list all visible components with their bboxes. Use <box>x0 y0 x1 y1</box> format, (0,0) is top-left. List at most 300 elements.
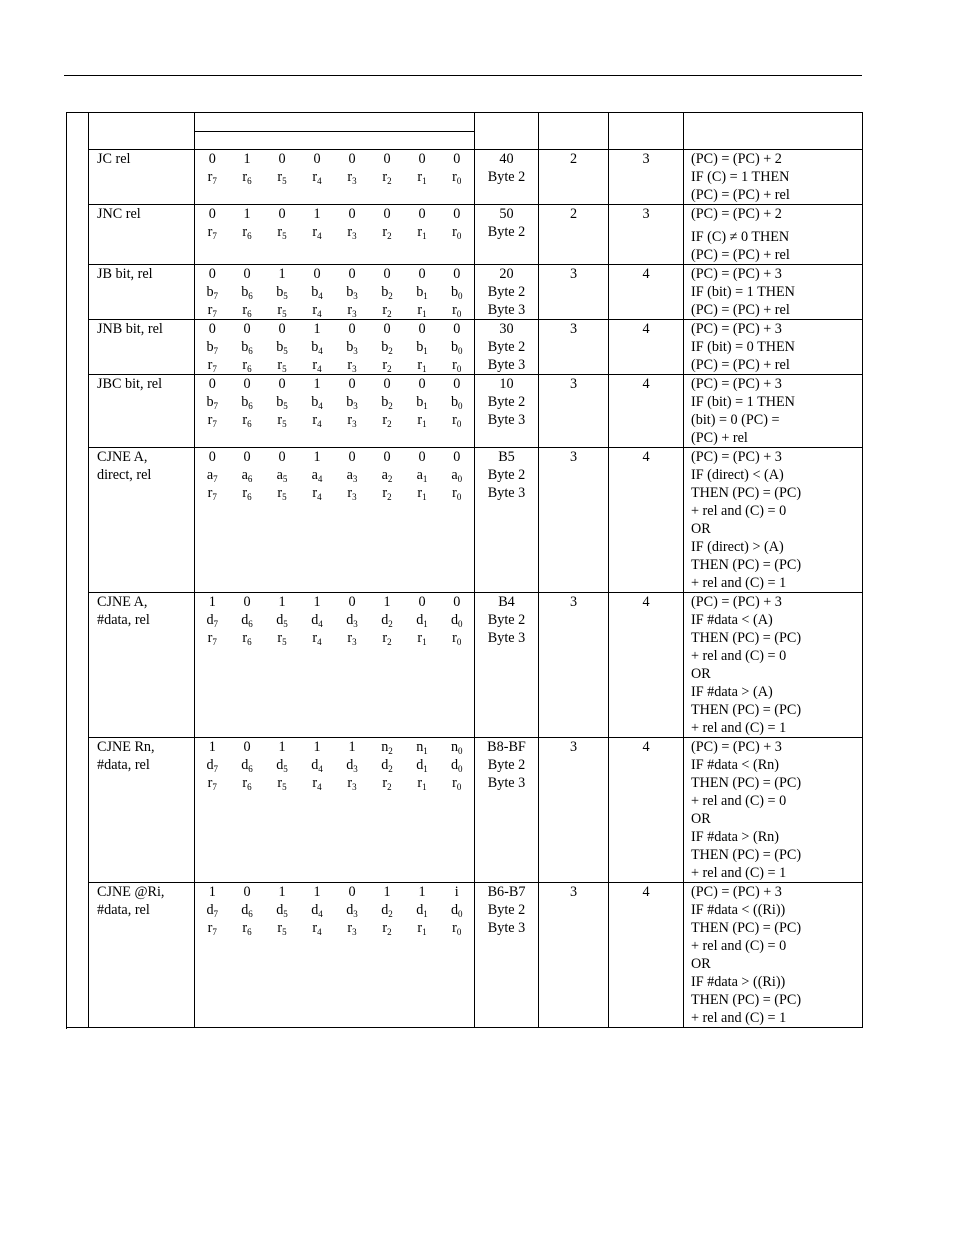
opcode-bit: $r_0$ <box>452 630 462 647</box>
bit-index-subscript: 3 <box>352 309 357 319</box>
operation-line: THEN (PC) = (PC) <box>691 557 802 573</box>
operation-line: OR <box>691 521 711 537</box>
operation-line: (PC) = (PC) + 2 <box>691 206 782 222</box>
opcode-bit: $r_7$ <box>207 920 217 937</box>
operation-line: THEN (PC) = (PC) <box>691 992 802 1008</box>
opcode-bit-cell <box>440 883 475 1028</box>
bit-index-subscript: 1 <box>422 309 427 319</box>
opcode-bit: $r_5$ <box>277 412 287 429</box>
opcode-bit: $r_5$ <box>277 630 287 647</box>
bit-index-subscript: 1 <box>423 764 428 774</box>
opcode-bit: $d_7$ <box>206 902 219 919</box>
mnemonic-line: JB bit, rel <box>97 266 153 282</box>
header-row <box>67 113 863 150</box>
operation-line: (bit) = 0 (PC) = <box>691 412 780 428</box>
bit-index-subscript: 6 <box>248 909 253 919</box>
operation-line: (PC) = (PC) + 3 <box>691 266 782 282</box>
opcode-bit: $r_7$ <box>207 630 217 647</box>
bit-index-subscript: 3 <box>352 364 357 374</box>
bit-index-subscript: 1 <box>422 492 427 502</box>
opcode-bit: $r_2$ <box>382 630 392 647</box>
instruction-table-body <box>67 113 863 1028</box>
opcode-bit: 0 <box>418 594 426 610</box>
opcode-bit: 0 <box>453 376 461 392</box>
operation-line: + rel and (C) = 1 <box>691 720 787 736</box>
mnemonic-line: direct, rel <box>97 467 152 483</box>
bit-index-subscript: 0 <box>458 291 463 301</box>
opcode-bit: 0 <box>278 321 286 337</box>
bit-index-subscript: 4 <box>318 619 323 629</box>
opcode-bit-cell <box>440 448 475 593</box>
operation-line: (PC) = (PC) + 3 <box>691 594 782 610</box>
mnemonic-cell <box>89 593 195 738</box>
operation-line: IF #data > ((Ri)) <box>691 974 786 990</box>
bit-index-subscript: 4 <box>318 909 323 919</box>
opcode-bit: $b_4$ <box>311 339 323 356</box>
opcode-bit: $b_7$ <box>206 339 219 356</box>
opcode-bit: $r_1$ <box>417 224 427 241</box>
hex-code-line: Byte 3 <box>487 412 526 428</box>
opcode-bit: $r_0$ <box>452 412 462 429</box>
bit-index-subscript: 6 <box>248 346 253 356</box>
opcode-bit: $b_3$ <box>346 284 358 301</box>
header-cycles-cell <box>609 113 684 150</box>
operation-line: IF #data < ((Ri)) <box>691 902 786 918</box>
operation-line: IF #data < (Rn) <box>691 757 779 773</box>
opcode-bit: $a_7$ <box>206 467 218 484</box>
opcode-bit: $r_7$ <box>207 302 217 319</box>
opcode-bit-cell <box>405 883 440 1028</box>
bit-index-subscript: 3 <box>353 291 358 301</box>
opcode-bit: $d_4$ <box>311 757 323 774</box>
bit-index-subscript: 3 <box>352 927 357 937</box>
bit-index-subscript: 3 <box>353 764 358 774</box>
header-mnemonic-cell <box>89 113 195 150</box>
hex-code-line: B8-BF <box>487 739 526 755</box>
cycles-value: 3 <box>642 206 650 222</box>
opcode-bit-cell <box>265 593 300 738</box>
bit-index-subscript: 1 <box>422 176 427 186</box>
opcode-bit-cell <box>440 205 475 265</box>
operation-line: IF #data > (A) <box>691 684 773 700</box>
operation-cell <box>684 320 863 375</box>
page-header-rule <box>64 75 862 76</box>
bit-index-subscript: 0 <box>458 346 463 356</box>
bit-index-subscript: 1 <box>423 619 428 629</box>
opcode-bit: 0 <box>208 151 216 167</box>
opcode-bit-cell <box>230 375 265 448</box>
opcode-bit: 0 <box>348 884 356 900</box>
opcode-bit: $r_2$ <box>382 920 392 937</box>
hex-code-line: B6-B7 <box>487 884 526 900</box>
mnemonic-line: #data, rel <box>97 612 150 628</box>
bit-index-subscript: 6 <box>247 492 252 502</box>
cycles-value: 3 <box>642 151 650 167</box>
operation-line: OR <box>691 666 711 682</box>
opcode-bit: 1 <box>383 884 391 900</box>
opcode-bit: $a_0$ <box>451 467 463 484</box>
bit-index-subscript: 4 <box>317 309 322 319</box>
opcode-bit: $r_5$ <box>277 775 287 792</box>
mnemonic-cell <box>89 265 195 320</box>
operation-line: (PC) = (PC) + 3 <box>691 884 782 900</box>
bit-index-subscript: 4 <box>317 474 323 484</box>
opcode-bit: 1 <box>313 884 321 900</box>
hex-code-line: Byte 3 <box>487 630 526 646</box>
opcode-bit: $b_2$ <box>381 394 393 411</box>
hex-code-line: 10 <box>499 376 514 392</box>
bit-index-subscript: 4 <box>317 364 322 374</box>
bit-index-subscript: 2 <box>387 309 392 319</box>
mnemonic-line: CJNE Rn, <box>97 739 155 755</box>
cycles-cell <box>609 205 684 265</box>
hex-code-line: Byte 3 <box>487 920 526 936</box>
opcode-bit: 0 <box>383 266 391 282</box>
bit-index-subscript: 4 <box>318 764 323 774</box>
opcode-bit: $b_5$ <box>276 284 288 301</box>
cycles-value: 4 <box>642 376 650 392</box>
cycles-cell <box>609 448 684 593</box>
opcode-bit: 0 <box>208 376 216 392</box>
opcode-bit-cell <box>440 738 475 883</box>
opcode-bit: $r_7$ <box>207 169 217 186</box>
bit-index-subscript: 5 <box>282 419 287 429</box>
opcode-bit: 0 <box>418 266 426 282</box>
bit-index-subscript: 2 <box>387 419 392 429</box>
opcode-bit: $d_5$ <box>276 757 288 774</box>
bit-index-subscript: 6 <box>248 619 253 629</box>
operation-line: IF (direct) < (A) <box>691 467 784 483</box>
opcode-bit-cell <box>405 265 440 320</box>
bit-index-subscript: 3 <box>352 419 357 429</box>
bit-index-subscript: 4 <box>317 637 322 647</box>
opcode-bit: $b_6$ <box>241 284 253 301</box>
hex-code-line: Byte 3 <box>487 357 526 373</box>
opcode-bit: $r_7$ <box>207 357 217 374</box>
opcode-bit-cell <box>265 265 300 320</box>
opcode-bit: 0 <box>383 151 391 167</box>
bit-index-subscript: 2 <box>387 474 393 484</box>
opcode-bit: 0 <box>208 266 216 282</box>
opcode-bit-cell <box>300 375 335 448</box>
operation-line: THEN (PC) = (PC) <box>691 847 802 863</box>
hex-code-line: 40 <box>499 151 514 167</box>
opcode-bit: $r_4$ <box>312 485 322 502</box>
hex-code-cell <box>475 375 539 448</box>
operation-line: OR <box>691 956 711 972</box>
operation-line: (PC) + rel <box>691 430 748 446</box>
opcode-bit: $r_4$ <box>312 775 322 792</box>
bytes-value: 2 <box>569 151 578 167</box>
bytes-value: 3 <box>569 449 578 465</box>
opcode-bit: $b_4$ <box>311 394 323 411</box>
instruction-row <box>67 265 863 320</box>
header-encoding-divider <box>195 131 474 132</box>
opcode-bit: 0 <box>418 376 426 392</box>
opcode-bit: 0 <box>418 449 426 465</box>
opcode-bit-cell <box>300 738 335 883</box>
bit-index-subscript: 3 <box>353 909 358 919</box>
bit-index-subscript: 0 <box>456 419 462 429</box>
bit-index-subscript: 5 <box>282 309 287 319</box>
opcode-bit-cell <box>265 205 300 265</box>
opcode-bit-cell <box>265 150 300 205</box>
bit-index-subscript: 7 <box>212 231 217 241</box>
opcode-bit: $d_7$ <box>206 612 219 629</box>
cycles-value: 4 <box>642 321 650 337</box>
bit-index-subscript: 7 <box>212 782 217 792</box>
bit-index-subscript: 4 <box>318 401 323 411</box>
operation-cell <box>684 593 863 738</box>
operation-line: IF (bit) = 0 THEN <box>691 339 795 355</box>
opcode-bit: 0 <box>278 449 286 465</box>
bit-index-subscript: 2 <box>387 927 392 937</box>
header-hex-cell <box>475 113 539 150</box>
bit-index-subscript: 0 <box>456 782 462 792</box>
opcode-bit: $r_0$ <box>452 357 462 374</box>
operation-line: THEN (PC) = (PC) <box>691 630 802 646</box>
bit-index-subscript: 2 <box>387 782 392 792</box>
opcode-bit: 0 <box>383 449 391 465</box>
opcode-bit: 1 <box>313 449 321 465</box>
opcode-bit-cell <box>440 593 475 738</box>
opcode-bit: $r_0$ <box>452 224 462 241</box>
opcode-bit-cell <box>300 150 335 205</box>
opcode-bit: $b_0$ <box>450 284 463 301</box>
operation-line: IF (C) = 1 THEN <box>691 169 790 185</box>
opcode-bit-cell <box>370 150 405 205</box>
opcode-bit: $r_2$ <box>382 224 392 241</box>
bit-index-subscript: 7 <box>213 401 219 411</box>
operation-line: IF (C) ≠ 0 THEN <box>691 229 790 245</box>
opcode-bit: $d_0$ <box>450 757 463 774</box>
opcode-bit: $r_5$ <box>277 920 287 937</box>
hex-code-line: Byte 2 <box>487 467 526 483</box>
opcode-bit-cell <box>370 320 405 375</box>
opcode-bit: $r_1$ <box>417 920 427 937</box>
bit-index-subscript: 2 <box>387 637 392 647</box>
operation-line: OR <box>691 811 711 827</box>
bit-index-subscript: 5 <box>282 637 287 647</box>
opcode-bit: $r_4$ <box>312 169 322 186</box>
opcode-bit-cell <box>335 150 370 205</box>
bit-index-subscript: 7 <box>213 909 219 919</box>
bit-index-subscript: 4 <box>318 291 323 301</box>
opcode-bit-cell <box>265 738 300 883</box>
bytes-value: 3 <box>569 376 578 392</box>
operation-line: + rel and (C) = 1 <box>691 1010 787 1026</box>
opcode-bit-cell <box>195 320 230 375</box>
opcode-bit: $r_0$ <box>452 920 462 937</box>
hex-code-line: B5 <box>498 449 515 465</box>
operation-line: (PC) = (PC) + 3 <box>691 376 782 392</box>
bit-index-subscript: 1 <box>423 746 428 756</box>
opcode-bit: 1 <box>313 594 321 610</box>
bit-index-subscript: 1 <box>422 231 427 241</box>
bit-index-subscript: 1 <box>423 346 428 356</box>
opcode-bit: $r_6$ <box>242 224 252 241</box>
hex-code-line: Byte 2 <box>487 902 526 918</box>
bytes-cell <box>539 205 609 265</box>
opcode-bit-cell <box>195 375 230 448</box>
opcode-bit: $b_0$ <box>450 394 463 411</box>
header-encoding-cell <box>195 113 475 150</box>
hex-code-cell <box>475 265 539 320</box>
bit-index-subscript: 6 <box>248 291 253 301</box>
operation-cell <box>684 738 863 883</box>
header-operation-cell <box>684 113 863 150</box>
opcode-bit: $r_5$ <box>277 169 287 186</box>
opcode-bit-cell <box>405 375 440 448</box>
opcode-bit-cell <box>300 448 335 593</box>
opcode-bit: $r_0$ <box>452 169 462 186</box>
bytes-cell <box>539 738 609 883</box>
opcode-bit: $d_6$ <box>241 612 253 629</box>
hex-code-line: 20 <box>499 266 514 282</box>
opcode-bit-cell <box>230 448 265 593</box>
opcode-bit-cell <box>230 738 265 883</box>
opcode-bit: 0 <box>383 376 391 392</box>
instruction-table <box>66 112 863 1028</box>
operation-line: THEN (PC) = (PC) <box>691 920 802 936</box>
operation-line: THEN (PC) = (PC) <box>691 485 802 501</box>
bit-index-subscript: 4 <box>317 927 322 937</box>
bit-index-subscript: 7 <box>212 492 217 502</box>
hex-code-line: Byte 2 <box>487 394 526 410</box>
opcode-bit-cell <box>230 205 265 265</box>
cycles-cell <box>609 593 684 738</box>
opcode-bit: $r_3$ <box>347 775 357 792</box>
bit-index-subscript: 6 <box>247 927 252 937</box>
bit-index-subscript: 7 <box>213 474 218 484</box>
bit-index-subscript: 6 <box>247 474 253 484</box>
opcode-bit-cell <box>335 375 370 448</box>
opcode-bit: $a_2$ <box>381 467 393 484</box>
operation-line: (PC) = (PC) + rel <box>691 187 790 203</box>
bit-index-subscript: 3 <box>353 401 358 411</box>
opcode-bit: 0 <box>243 449 251 465</box>
bit-index-subscript: 2 <box>388 746 393 756</box>
opcode-bit: $r_5$ <box>277 485 287 502</box>
opcode-bit: 0 <box>208 206 216 222</box>
opcode-bit: 0 <box>208 449 216 465</box>
mnemonic-cell <box>89 448 195 593</box>
bit-index-subscript: 4 <box>317 782 322 792</box>
bit-index-subscript: 7 <box>212 364 217 374</box>
bit-index-subscript: 6 <box>247 309 252 319</box>
operation-cell <box>684 375 863 448</box>
opcode-bit: $r_2$ <box>382 412 392 429</box>
hex-code-line: Byte 2 <box>487 224 526 240</box>
opcode-bit: $a_3$ <box>346 467 358 484</box>
cycles-value: 4 <box>642 266 650 282</box>
opcode-bit-cell <box>370 593 405 738</box>
bit-index-subscript: 6 <box>247 231 252 241</box>
bit-index-subscript: 2 <box>388 401 393 411</box>
opcode-bit-cell <box>195 150 230 205</box>
opcode-bit: $r_7$ <box>207 485 217 502</box>
cycles-cell <box>609 375 684 448</box>
opcode-bit-cell <box>405 150 440 205</box>
bit-index-subscript: 1 <box>422 927 427 937</box>
bit-index-subscript: 0 <box>456 231 462 241</box>
opcode-bit: $a_1$ <box>416 467 428 484</box>
operation-line: IF #data < (A) <box>691 612 773 628</box>
opcode-bit: $b_3$ <box>346 394 358 411</box>
opcode-bit: $d_5$ <box>276 902 288 919</box>
opcode-bit: $b_1$ <box>416 394 428 411</box>
opcode-bit: 0 <box>348 206 356 222</box>
opcode-bit-cell <box>335 593 370 738</box>
hex-code-line: Byte 2 <box>487 339 526 355</box>
operation-line: + rel and (C) = 1 <box>691 865 787 881</box>
bytes-cell <box>539 883 609 1028</box>
bit-index-subscript: 1 <box>422 474 428 484</box>
opcode-bit: $r_1$ <box>417 169 427 186</box>
bit-index-subscript: 1 <box>423 401 428 411</box>
mnemonic-line: #data, rel <box>97 902 150 918</box>
mnemonic-cell <box>89 883 195 1028</box>
opcode-bit-cell <box>265 448 300 593</box>
opcode-bit-cell <box>335 205 370 265</box>
instruction-row <box>67 593 863 738</box>
bit-index-subscript: 5 <box>283 401 288 411</box>
bit-index-subscript: 7 <box>212 309 217 319</box>
opcode-bit: $d_2$ <box>381 612 393 629</box>
hex-code-line: Byte 2 <box>487 284 526 300</box>
opcode-bit-cell <box>370 375 405 448</box>
opcode-bit: $b_0$ <box>450 339 463 356</box>
operation-line: (PC) = (PC) + 3 <box>691 321 782 337</box>
bit-index-subscript: 0 <box>458 764 463 774</box>
opcode-bit: 0 <box>453 449 461 465</box>
opcode-bit: 0 <box>208 321 216 337</box>
hex-code-line: B4 <box>498 594 515 610</box>
opcode-bit: 1 <box>418 884 426 900</box>
bit-index-subscript: 2 <box>387 492 392 502</box>
hex-code-line: 50 <box>499 206 514 222</box>
bytes-value: 3 <box>569 739 578 755</box>
opcode-bit: $r_6$ <box>242 302 252 319</box>
bit-index-subscript: 0 <box>456 637 462 647</box>
operation-line: + rel and (C) = 0 <box>691 938 787 954</box>
opcode-bit: $r_2$ <box>382 775 392 792</box>
opcode-bit: $r_1$ <box>417 775 427 792</box>
bit-index-subscript: 5 <box>282 231 287 241</box>
bit-index-subscript: 6 <box>247 782 252 792</box>
opcode-bit-cell <box>370 883 405 1028</box>
opcode-bit: $r_5$ <box>277 224 287 241</box>
bit-index-subscript: 4 <box>317 419 322 429</box>
opcode-bit: $d_1$ <box>416 612 428 629</box>
opcode-bit: $b_4$ <box>311 284 323 301</box>
opcode-bit: $n_0$ <box>450 739 463 756</box>
hex-code-cell <box>475 320 539 375</box>
cycles-cell <box>609 738 684 883</box>
opcode-bit: $r_7$ <box>207 224 217 241</box>
opcode-bit: $b_6$ <box>241 394 253 411</box>
bit-index-subscript: 6 <box>248 764 253 774</box>
opcode-bit: 0 <box>313 266 321 282</box>
bit-index-subscript: 0 <box>456 176 462 186</box>
bit-index-subscript: 5 <box>283 764 288 774</box>
opcode-bit-cell <box>335 883 370 1028</box>
operation-line: THEN (PC) = (PC) <box>691 702 802 718</box>
bit-index-subscript: 7 <box>212 927 217 937</box>
bit-index-subscript: 2 <box>387 176 392 186</box>
opcode-bit: $d_6$ <box>241 757 253 774</box>
opcode-bit: 1 <box>383 594 391 610</box>
